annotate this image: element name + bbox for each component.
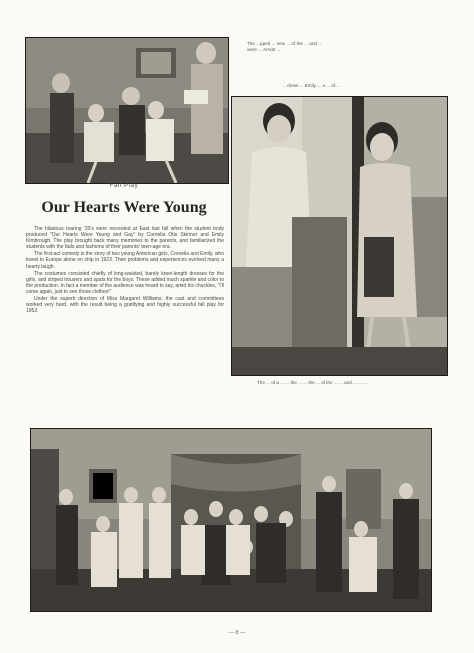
article-title: Our Hearts Were Young: [41, 199, 207, 216]
article-paragraph: The costumes consisted chiefly of long-waisted, barely knee-length dresses for the girls, and striped trousers and spats for the boys. These added much sparkle and color to the production. In fact a member of the audience was heard to say, amid his chuckles, "I'll come again, just to see those clothes!": [26, 270, 224, 295]
caption-top-right: The ...pped ... new ... of the ... and ... were ... Arrest ...: [247, 41, 323, 52]
article-paragraph: The first-act comedy is the story of two young American girls, Cornelia and Emily, who travel to Europe alone on ship in 1923. Their problems and experiences evolved many a hearty laugh.: [26, 251, 224, 270]
photo-scene-group: [25, 37, 229, 184]
page-number: — 8 —: [228, 630, 246, 636]
section-kicker: Fall Play: [109, 183, 139, 189]
caption-lower-right: The ... of a ... ... the ... ... the ... of the ... ... and ... ... ...: [257, 380, 368, 385]
photo-cast-group: [30, 428, 432, 612]
photo-two-girls: [231, 96, 448, 376]
article-paragraph: Under the superb direction of Miss Margaret Williams, the cast and committees worked very hard, with the result being a gratifying and highly successful fall play for 1952.: [26, 296, 224, 315]
caption-middle-right: ... dress ... Emily ... a ... of ...: [282, 83, 341, 88]
article-body: [26, 226, 224, 422]
article-paragraph: The hilarious roaring '20's were recreated at East last fall when the student body produced "Our Hearts Were Young and Gay" by Cornelia Otis Skinner and Emily Kimbrough. The play brought back many memories to the parents, and familiarized the students with the fads and fashions of their parents' teen-age era.: [26, 226, 224, 251]
